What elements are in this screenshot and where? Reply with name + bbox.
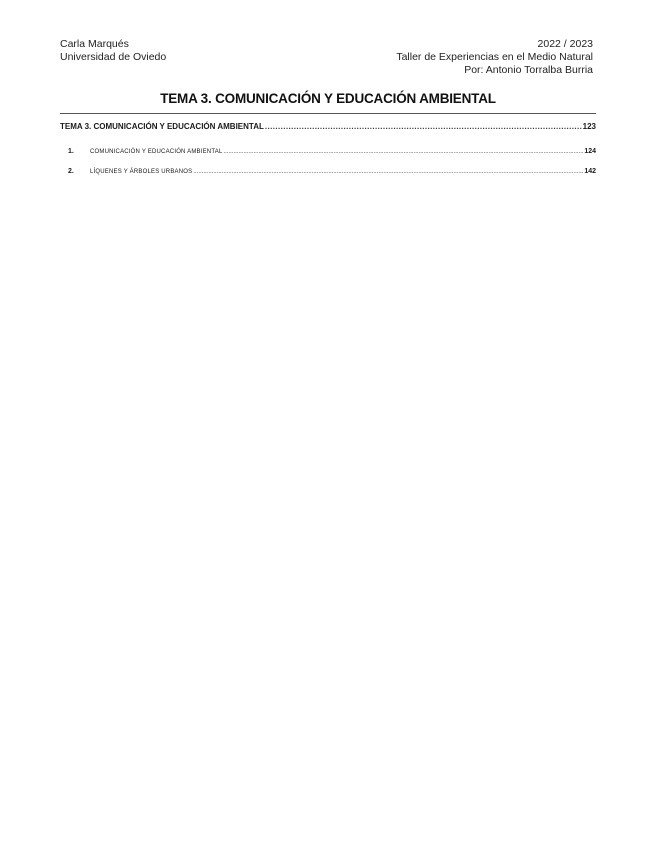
table-of-contents (60, 122, 596, 180)
toc-leader-dots (193, 169, 583, 175)
toc-main-label: TEMA 3. COMUNICACIÓN Y EDUCACIÓN AMBIENTAL (60, 122, 264, 131)
header-right (396, 38, 593, 77)
page-title: TEMA 3. COMUNICACIÓN Y EDUCACIÓN AMBIENTAL (160, 91, 496, 106)
toc-entry-label: LÍQUENES Y ÁRBOLES URBANOS (90, 169, 193, 175)
header-author: Carla Marqués (60, 38, 129, 50)
toc-entry-label: COMUNICACIÓN Y EDUCACIÓN AMBIENTAL (90, 149, 223, 155)
toc-entry-page: 124 (584, 148, 596, 155)
title-divider (60, 113, 596, 114)
header-year: 2022 / 2023 (537, 38, 593, 50)
toc-entry-main[interactable] (60, 122, 596, 134)
toc-entry-number: 1. (68, 148, 74, 155)
toc-entry-number: 2. (68, 168, 74, 175)
header-teacher: Por: Antonio Torralba Burria (464, 64, 593, 76)
toc-leader-dots (265, 122, 582, 131)
toc-entry-page: 142 (584, 168, 596, 175)
header-university: Universidad de Oviedo (60, 51, 167, 63)
toc-entry-1[interactable] (60, 148, 596, 160)
header-course: Taller de Experiencias en el Medio Natural (396, 51, 593, 63)
header-left (60, 38, 166, 64)
toc-main-page: 123 (582, 122, 596, 131)
toc-entry-2[interactable] (60, 168, 596, 180)
toc-leader-dots (224, 149, 584, 155)
